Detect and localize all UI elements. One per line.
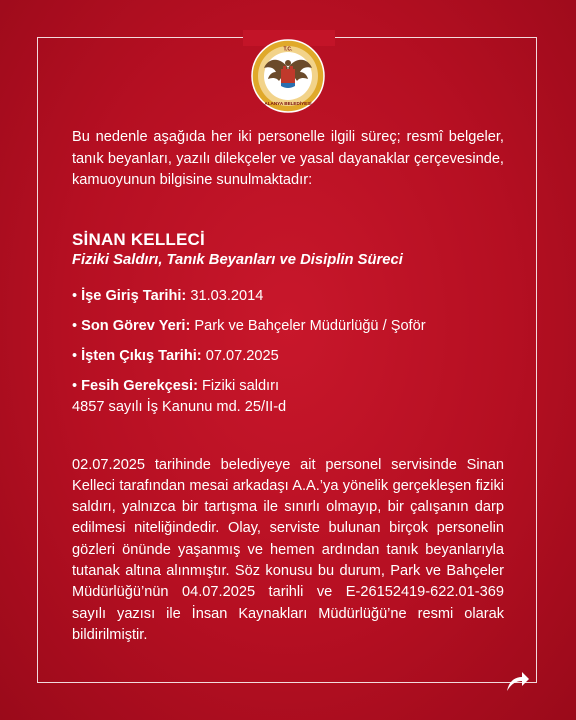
person-subtitle: Fiziki Saldırı, Tanık Beyanları ve Disiplin Süreci [72, 251, 403, 268]
logo-text-top: T.C. [283, 46, 293, 53]
fact-label: İşe Giriş Tarihi: [81, 287, 187, 304]
fact-value: 31.03.2014 [190, 287, 264, 304]
fact-value: 07.07.2025 [205, 347, 279, 364]
fact-legal-basis: 4857 sayılı İş Kanunu md. 25/II-d [72, 398, 287, 415]
municipality-logo [250, 38, 326, 114]
content [72, 127, 504, 646]
body-paragraph: 02.07.2025 tarihinde belediyeye ait personel servisinde Sinan Kelleci tarafından mesai arkadaşı A.A.’ya yönelik gerçekleşen fiziki saldırı, yalnızca bir tartışma ile sınırlı olmayıp, bir çalışanın darp edilmesi niteliğindedir. Olay, serviste bulunan birçok personelin gözleri önünde yaşanmış ve hemen ardından tanık beyanlarıyla tutanak altına alınmıştır. Söz konusu bu durum, Park ve Bahçeler Müdürlüğü’nün 04.07.2025 tarihli ve E-26152419-622.01-369 sayılı yazısı ile İnsan Kaynakları Müdürlüğü’ne resmi olarak bildirilmiştir. [72, 456, 504, 643]
facts-list [72, 286, 504, 418]
fact-end-date: • İşten Çıkış Tarihi: 07.07.2025 [72, 347, 279, 364]
arrow-forward-icon[interactable] [503, 667, 531, 695]
fact-label: Son Görev Yeri: [81, 317, 191, 334]
fact-value: Park ve Bahçeler Müdürlüğü / Şoför [194, 317, 426, 334]
fact-label: Fesih Gerekçesi: [81, 377, 198, 394]
fact-start-date: • İşe Giriş Tarihi: 31.03.2014 [72, 287, 264, 304]
fact-label: İşten Çıkış Tarihi: [81, 347, 202, 364]
intro-paragraph: Bu nedenle aşağıda her iki personelle ilgili süreç; resmî belgeler, tanık beyanları, yazılı dilekçeler ve yasal dayanaklar çerçevesinde, kamuoyunun bilgisine sunulmaktadır: [72, 129, 504, 188]
fact-value: Fiziki saldırı [202, 377, 280, 394]
fact-termination-reason: • Fesih Gerekçesi: Fiziki saldırı 4857 sayılı İş Kanunu md. 25/II-d [72, 377, 287, 415]
logo-text-bottom: ALANYA BELEDİYESİ [264, 101, 312, 106]
person-name: SİNAN KELLECİ [72, 229, 205, 249]
fact-last-position: • Son Görev Yeri: Park ve Bahçeler Müdürlüğü / Şoför [72, 317, 426, 334]
